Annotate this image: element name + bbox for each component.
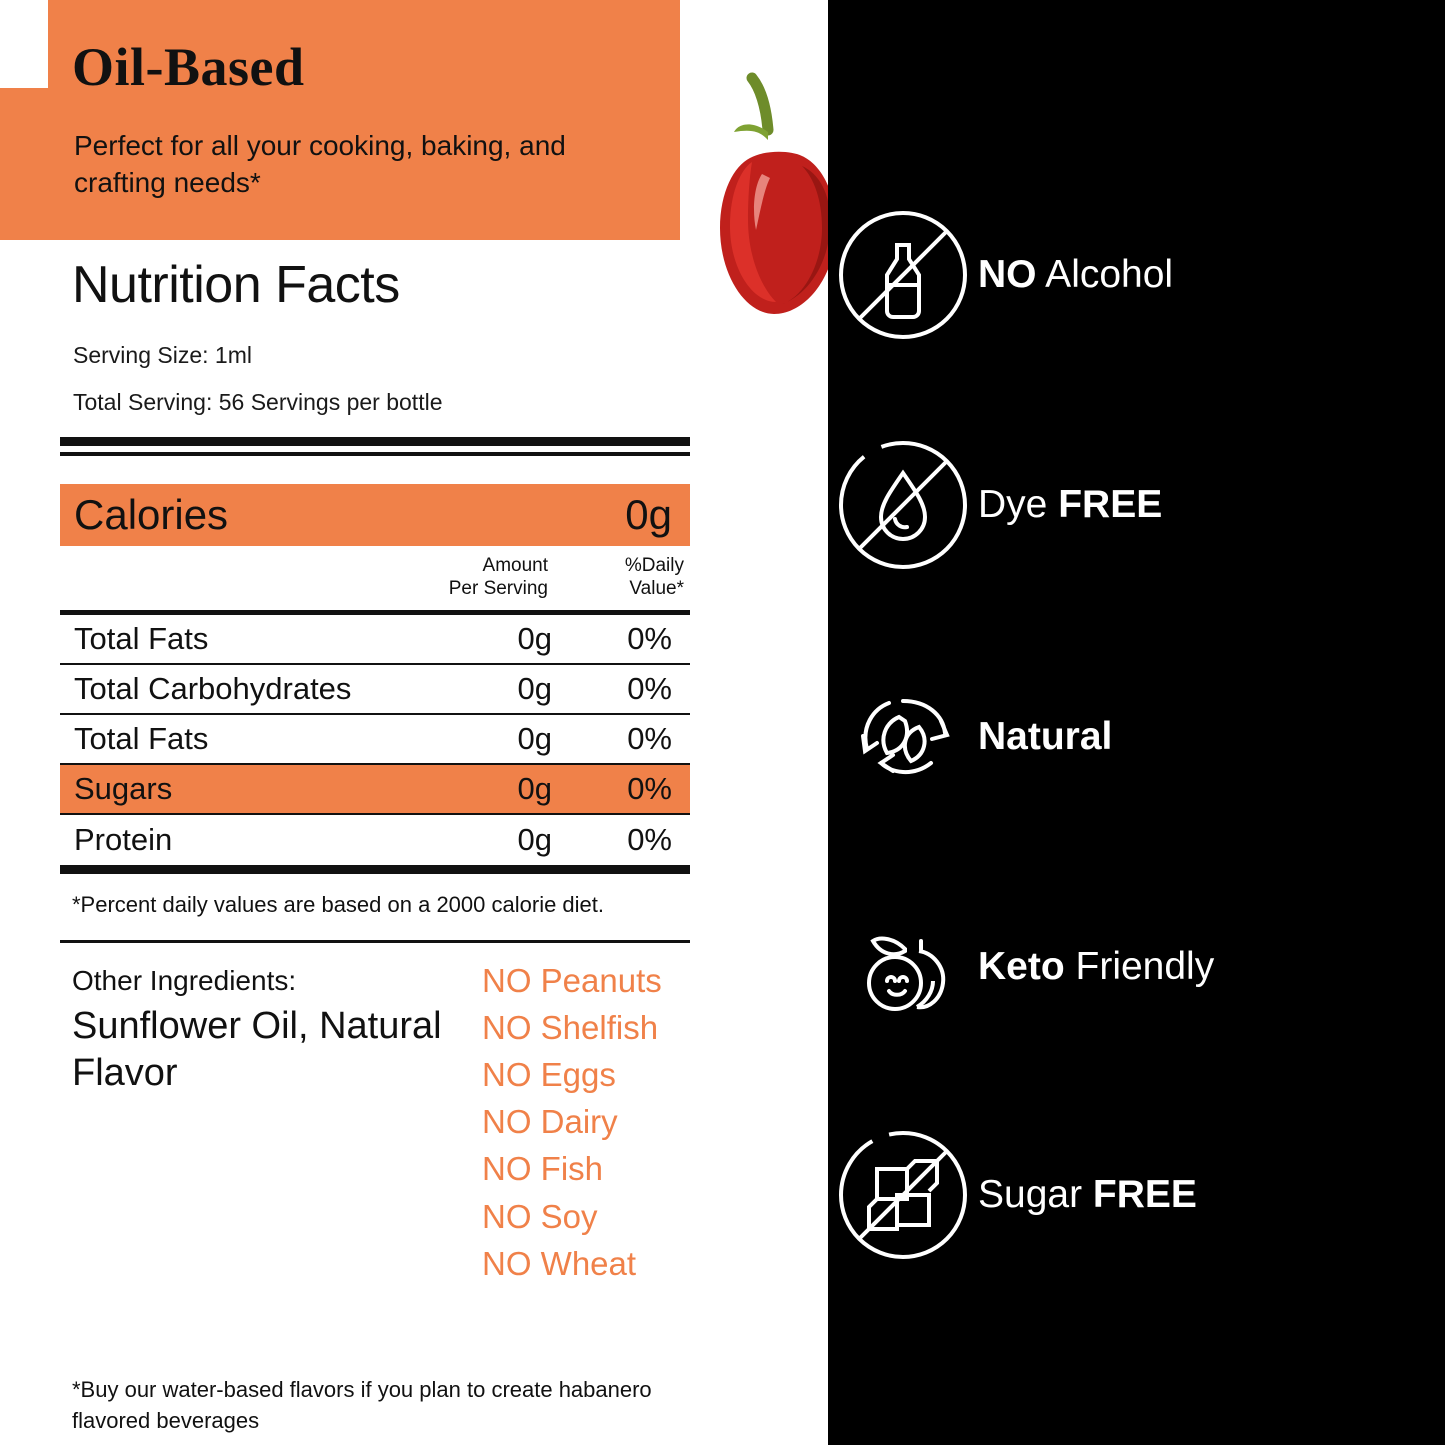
page-title: Oil-Based <box>72 37 305 97</box>
allergen-free-list <box>482 957 782 1287</box>
keto-fruit-icon <box>828 897 978 1037</box>
badge-sugar-free <box>828 1120 1445 1270</box>
row-daily-value: 0% <box>627 620 672 656</box>
list-item: NO Soy <box>482 1197 598 1235</box>
corner-notch-decoration <box>0 0 48 88</box>
calories-label: Calories <box>74 490 229 538</box>
divider-thin-top <box>60 452 690 456</box>
row-label: Total Fats <box>74 620 209 656</box>
badge-label: Natural <box>978 715 1113 758</box>
natural-leaves-icon <box>828 667 978 807</box>
no-sugar-cubes-icon <box>828 1125 978 1265</box>
badge-keto-friendly <box>828 892 1445 1042</box>
bottom-note: *Buy our water-based flavors if you plan to create habanero flavored beverages <box>72 1377 652 1433</box>
ingredients-block <box>72 965 472 1099</box>
column-headers <box>60 546 690 610</box>
nutrition-facts-title: Nutrition Facts <box>72 256 400 314</box>
table-row <box>60 715 690 765</box>
row-daily-value: 0% <box>627 821 672 857</box>
row-daily-value: 0% <box>627 720 672 756</box>
daily-value-footnote: *Percent daily values are based on a 2000 calorie diet. <box>72 891 605 917</box>
benefits-panel <box>828 0 1445 1445</box>
list-item: NO Eggs <box>482 1055 616 1093</box>
ingredients-list: Sunflower Oil, Natural Flavor <box>72 1004 442 1095</box>
nutrition-table <box>60 615 690 865</box>
total-servings: Total Serving: 56 Servings per bottle <box>73 388 443 415</box>
serving-size: Serving Size: 1ml <box>73 342 252 368</box>
row-label: Total Carbohydrates <box>74 670 352 706</box>
badge-label: NO Alcohol <box>978 253 1174 296</box>
row-amount: 0g <box>517 620 552 656</box>
badge-label: Sugar FREE <box>978 1173 1197 1216</box>
row-daily-value: 0% <box>627 770 672 806</box>
column-header-daily-value: %Daily Value* <box>624 554 684 600</box>
nutrition-facts-panel <box>0 255 828 1282</box>
table-row-sugars <box>60 765 690 815</box>
row-label: Protein <box>74 821 173 857</box>
row-amount: 0g <box>517 720 552 756</box>
table-row <box>60 665 690 715</box>
row-label: Total Fats <box>74 720 209 756</box>
divider-thick-top <box>60 437 690 446</box>
row-daily-value: 0% <box>627 670 672 706</box>
no-alcohol-bottle-icon <box>828 205 978 345</box>
badge-dye-free <box>828 430 1445 580</box>
row-amount: 0g <box>517 670 552 706</box>
list-item: NO Shelfish <box>482 1008 659 1046</box>
badge-natural <box>828 662 1445 812</box>
badge-label: Dye FREE <box>978 483 1163 526</box>
header-subtitle: Perfect for all your cooking, baking, and crafting needs* <box>74 130 566 198</box>
list-item: NO Fish <box>482 1150 604 1188</box>
list-item: NO Wheat <box>482 1244 637 1282</box>
calories-value: 0g <box>625 490 672 538</box>
divider-thick-bottom <box>60 865 690 874</box>
divider-above-ingredients <box>60 940 690 943</box>
list-item: NO Peanuts <box>482 961 662 999</box>
table-row <box>60 815 690 865</box>
badge-no-alcohol <box>828 200 1445 350</box>
row-amount: 0g <box>517 770 552 806</box>
table-row <box>60 615 690 665</box>
ingredients-heading: Other Ingredients: <box>72 964 297 996</box>
calories-row <box>60 484 690 546</box>
list-item: NO Dairy <box>482 1103 618 1141</box>
column-header-amount: Amount Per Serving <box>448 554 548 600</box>
row-amount: 0g <box>517 821 552 857</box>
badge-label: Keto Friendly <box>978 945 1215 988</box>
row-label: Sugars <box>74 770 173 806</box>
no-dye-droplet-icon <box>828 435 978 575</box>
